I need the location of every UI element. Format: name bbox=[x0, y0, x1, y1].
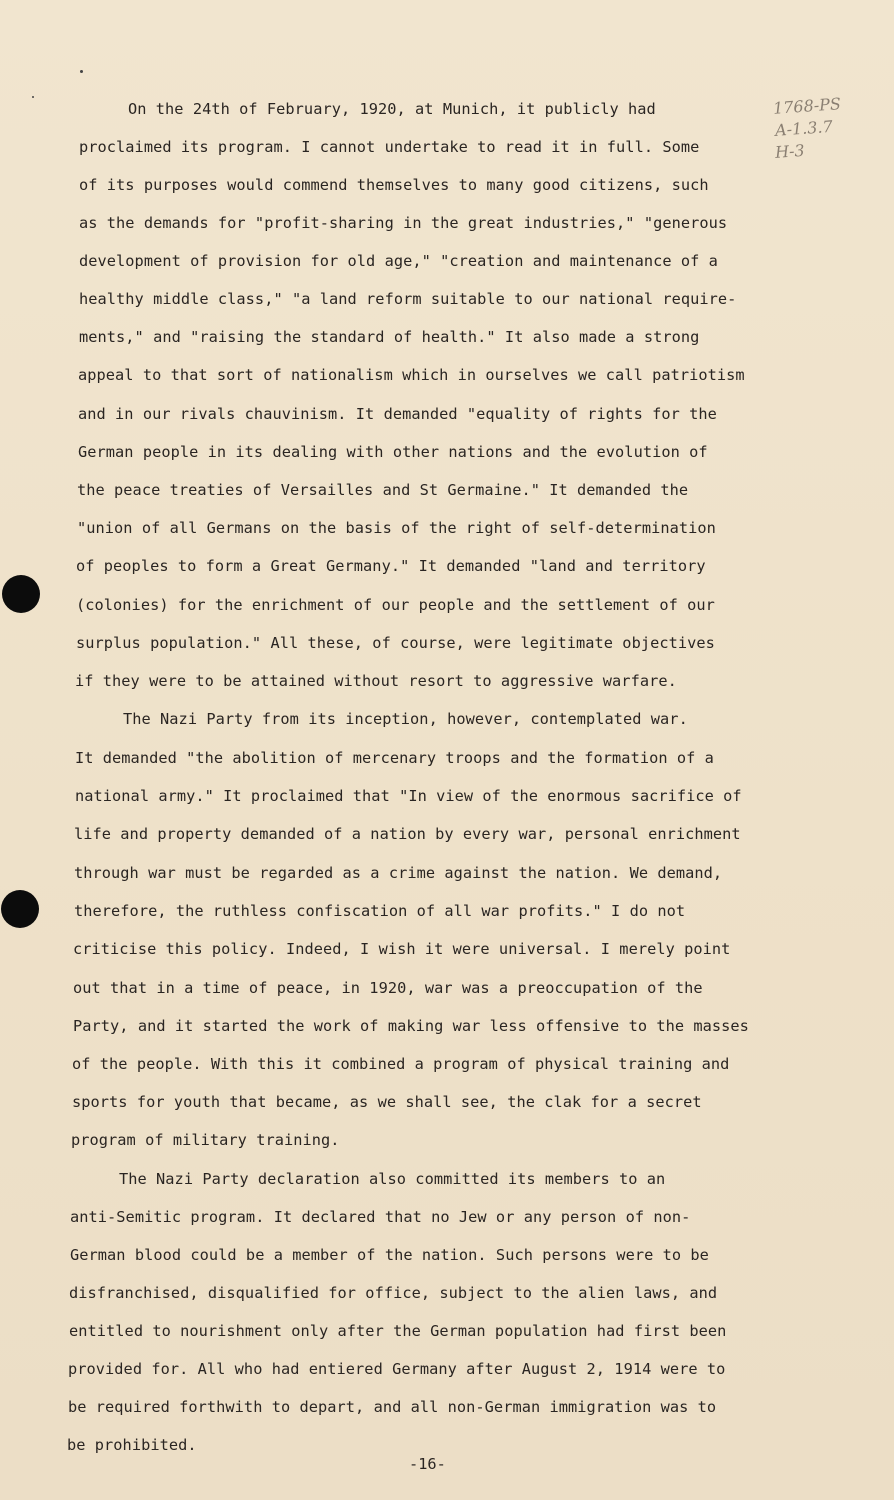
text-line: "union of all Germans on the basis of the right of self-determination bbox=[77, 519, 716, 537]
text-line: development of provision for old age," "creation and maintenance of a bbox=[79, 252, 718, 270]
margin-note-line: H-3 bbox=[774, 140, 806, 162]
text-line: It demanded "the abolition of mercenary troops and the formation of a bbox=[75, 749, 714, 767]
punch-hole-top bbox=[2, 575, 40, 613]
text-line: anti-Semitic program. It declared that no Jew or any person of non- bbox=[70, 1208, 691, 1226]
text-line: The Nazi Party declaration also committed its members to an bbox=[119, 1170, 666, 1188]
text-line: be prohibited. bbox=[67, 1436, 197, 1454]
text-line: sports for youth that became, as we shall see, the clak for a secret bbox=[72, 1093, 702, 1111]
punch-hole-bottom bbox=[1, 890, 39, 928]
text-line: of peoples to form a Great Germany." It demanded "land and territory bbox=[76, 557, 706, 575]
text-line: On the 24th of February, 1920, at Munich, it publicly had bbox=[128, 100, 656, 118]
page-number: -16- bbox=[409, 1455, 446, 1473]
text-line: proclaimed its program. I cannot undertake to read it in full. Some bbox=[79, 138, 700, 156]
text-line: life and property demanded of a nation by every war, personal enrichment bbox=[74, 825, 741, 843]
margin-note-line: 1768-PS bbox=[772, 94, 842, 118]
text-line: and in our rivals chauvinism. It demanded "equality of rights for the bbox=[78, 405, 717, 423]
text-line: program of military training. bbox=[71, 1131, 340, 1149]
paper-speck bbox=[32, 96, 34, 98]
text-line: surplus population." All these, of course, were legitimate objectives bbox=[76, 634, 715, 652]
paper-speck bbox=[80, 70, 83, 73]
text-line: ments," and "raising the standard of health." It also made a strong bbox=[79, 328, 700, 346]
text-line: German blood could be a member of the nation. Such persons were to be bbox=[70, 1246, 709, 1264]
text-line: Party, and it started the work of making war less offensive to the masses bbox=[73, 1017, 749, 1035]
text-line: German people in its dealing with other nations and the evolution of bbox=[78, 443, 708, 461]
text-line: out that in a time of peace, in 1920, war was a preoccupation of the bbox=[73, 979, 703, 997]
text-line: be required forthwith to depart, and all non-German immigration was to bbox=[68, 1398, 717, 1416]
text-line: entitled to nourishment only after the German population had first been bbox=[69, 1322, 727, 1340]
text-line: disfranchised, disqualified for office, subject to the alien laws, and bbox=[69, 1284, 718, 1302]
margin-note-line: A-1.3.7 bbox=[774, 116, 834, 140]
text-line: if they were to be attained without resort to aggressive warfare. bbox=[75, 672, 677, 690]
text-line: national army." It proclaimed that "In view of the enormous sacrifice of bbox=[75, 787, 742, 805]
text-line: therefore, the ruthless confiscation of all war profits." I do not bbox=[74, 902, 686, 920]
text-line: of its purposes would commend themselves to many good citizens, such bbox=[79, 176, 709, 194]
text-line: (colonies) for the enrichment of our people and the settlement of our bbox=[76, 596, 715, 614]
text-line: as the demands for "profit-sharing in the great industries," "generous bbox=[79, 214, 728, 232]
handwritten-margin-note bbox=[773, 94, 885, 160]
text-line: of the people. With this it combined a program of physical training and bbox=[72, 1055, 730, 1073]
text-line: The Nazi Party from its inception, however, contemplated war. bbox=[123, 710, 688, 728]
text-line: through war must be regarded as a crime against the nation. We demand, bbox=[74, 864, 723, 882]
text-line: the peace treaties of Versailles and St Germaine." It demanded the bbox=[77, 481, 689, 499]
text-line: criticise this policy. Indeed, I wish it were universal. I merely point bbox=[73, 940, 731, 958]
text-line: appeal to that sort of nationalism which in ourselves we call patriotism bbox=[78, 366, 745, 384]
text-line: provided for. All who had entiered Germany after August 2, 1914 were to bbox=[68, 1360, 726, 1378]
text-line: healthy middle class," "a land reform suitable to our national require- bbox=[79, 290, 737, 308]
